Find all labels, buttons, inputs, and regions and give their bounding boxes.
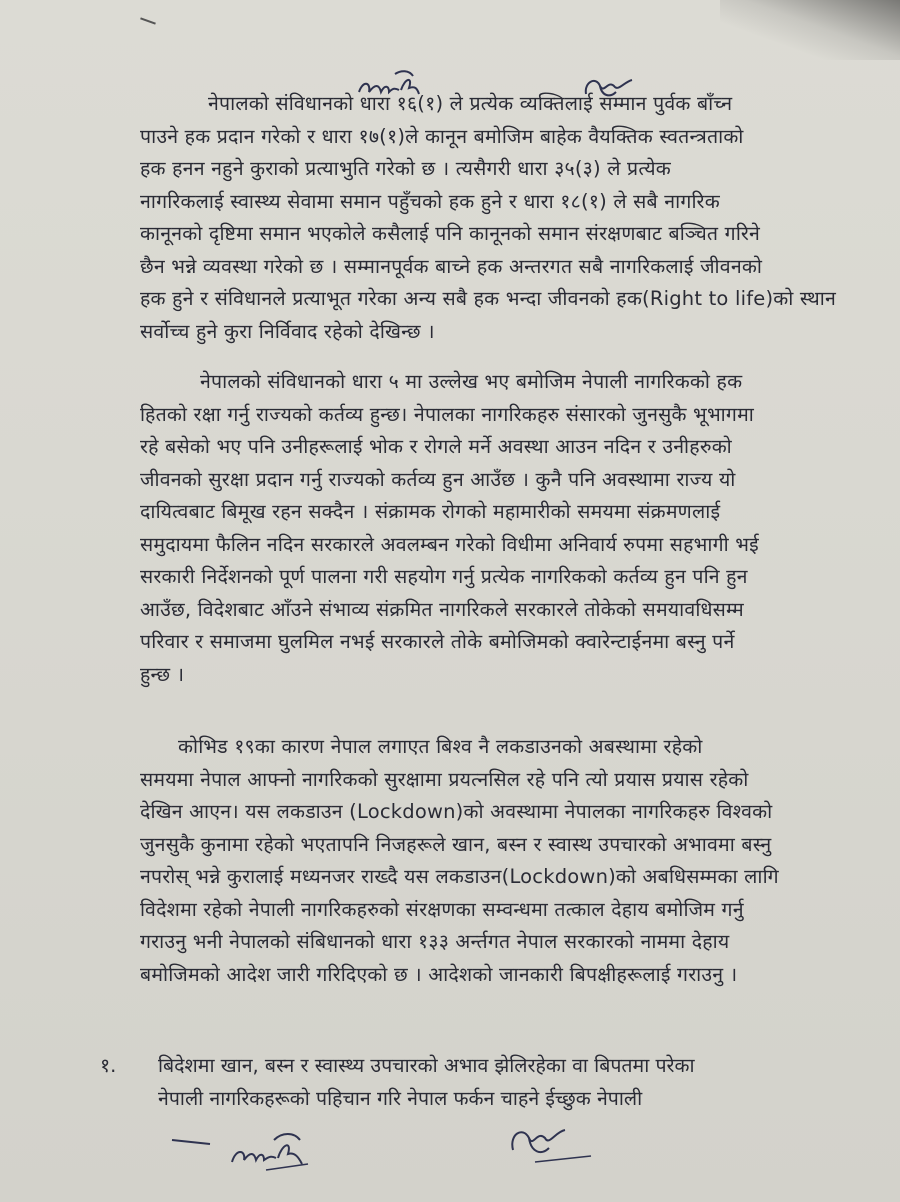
paragraph-line: नेपालको संविधानको धारा १६(१) ले प्रत्येक व्यक्तिलाई सम्मान पुर्वक बाँच्न — [208, 92, 733, 115]
paragraph-line: गराउनु भनी नेपालको संबिधानको धारा १३३ अर्न्तगत नेपाल सरकारको नाममा देहाय — [140, 930, 730, 953]
paragraph-line: हुन्छ । — [140, 662, 185, 686]
page-corner-shadow — [720, 0, 900, 60]
paragraph-line: कोभिड १९का कारण नेपाल लगाएत बिश्व नै लकडाउनको अबस्थामा रहेको — [178, 735, 703, 758]
paragraph-line: हितको रक्षा गर्नु राज्यको कर्तव्य हुन्छ। नेपालका नागरिकहरु संसारको जुनसुकै भूभागमा — [140, 402, 755, 426]
item-number: १. — [100, 1054, 117, 1077]
paragraph-line: देखिन आएन। यस लकडाउन (Lockdown)को अवस्थामा नेपालका नागरिकहरु विश्वको — [140, 800, 773, 823]
paragraph-line: नपरोस् भन्ने कुरालाई मध्यनजर राख्दै यस लकडाउन(Lockdown)को अबधिसम्मका लागि — [140, 865, 779, 888]
paragraph-line: हक हनन नहुने कुराको प्रत्याभुति गरेको छ । त्यसैगरी धारा ३५(३) ले प्रत्येक — [140, 157, 671, 180]
item-text — [158, 1050, 900, 1115]
paragraph-line: सर्वोच्च हुने कुरा निर्विवाद रहेको देखिन्छ । — [140, 319, 435, 343]
paragraph-line: आउँछ, विदेशबाट आँउने संभाव्य संक्रमित नागरिकले सरकारले तोकेको समयावधिसम्म — [140, 597, 744, 621]
paragraph-3 — [140, 731, 892, 991]
paragraph-line: समुदायमा फैलिन नदिन सरकारले अवलम्बन गरेको विधीमा अनिवार्य रुपमा सहभागी भई — [140, 532, 759, 556]
paragraph-line: नागरिकलाई स्वास्थ्य सेवामा समान पहुँचको हक हुने र धारा १८(१) ले सबै नागरिक — [140, 189, 720, 213]
paragraph-line: विदेशमा रहेको नेपाली नागरिकहरुको संरक्षणका सम्वन्धमा तत्काल देहाय बमोजिम गर्नु — [140, 897, 744, 921]
paragraph-1 — [140, 88, 864, 348]
paragraph-line: हक हुने र संविधानले प्रत्याभूत गरेका अन्य सबै हक भन्दा जीवनको हक(Right to life)को स्थान — [140, 287, 837, 310]
paragraph-line: जुनसुकै कुनामा रहेको भएतापनि निजहरूले खान, बस्न र स्वास्थ उपचारको अभावमा बस्नु — [140, 832, 772, 856]
paragraph-line: बमोजिमको आदेश जारी गरिदिएको छ । आदेशको जानकारी बिपक्षीहरूलाई गराउनु । — [140, 962, 738, 986]
paragraph-2 — [140, 366, 880, 691]
paragraph-line: छैन भन्ने व्यवस्था गरेको छ । सम्मानपूर्वक बाच्ने हक अन्तरगत सबै नागरिकलाई जीवनको — [140, 254, 763, 278]
paragraph-line: पाउने हक प्रदान गरेको र धारा १७(१)ले कानून बमोजिम बाहेक वैयक्तिक स्वतन्त्रताको — [140, 124, 744, 148]
paragraph-line: कानूनको दृष्टिमा समान भएकोले कसैलाई पनि कानूनको समान संरक्षणबाट बञ्चित गरिने — [140, 222, 761, 245]
paragraph-line: समयमा नेपाल आफ्नो नागरिकको सुरक्षामा प्रयत्नसिल रहे पनि त्यो प्रयास प्रयास रहेको — [140, 767, 749, 791]
paragraph-line: रहे बसेको भए पनि उनीहरूलाई भोक र रोगले मर्ने अवस्था आउन नदिन र उनीहरुको — [140, 435, 732, 458]
paragraph-line: नेपालको संविधानको धारा ५ मा उल्लेख भए बमोजिम नेपाली नागरिकको हक — [200, 370, 743, 393]
pen-mark — [140, 17, 156, 24]
paragraph-line: जीवनको सुरक्षा प्रदान गर्नु राज्यको कर्तव्य हुन आउँछ । कुनै पनि अवस्थामा राज्य यो — [140, 467, 736, 491]
item-line: नेपाली नागरिकहरूको पहिचान गरि नेपाल फर्कन चाहने ईच्छुक नेपाली — [158, 1086, 643, 1110]
paragraph-line: सरकारी निर्देशनको पूर्ण पालना गरी सहयोग गर्नु प्रत्येक नागरिकको कर्तव्य हुन पनि हुन — [140, 565, 748, 588]
paragraph-line: दायित्वबाट बिमूख रहन सक्दैन । संक्रामक रोगको महामारीको समयमा संक्रमणलाई — [140, 500, 721, 523]
signature-initial-bottom-left — [170, 1124, 320, 1174]
item-line: बिदेशमा खान, बस्न र स्वास्थ्य उपचारको अभाव झेलिरहेका वा बिपतमा परेका — [158, 1054, 695, 1077]
paragraph-line: परिवार र समाजमा घुलमिल नभई सरकारले तोके बमोजिमको क्वारेन्टाईनमा बस्नु पर्ने — [140, 630, 735, 653]
signature-initial-bottom-right — [505, 1116, 595, 1166]
